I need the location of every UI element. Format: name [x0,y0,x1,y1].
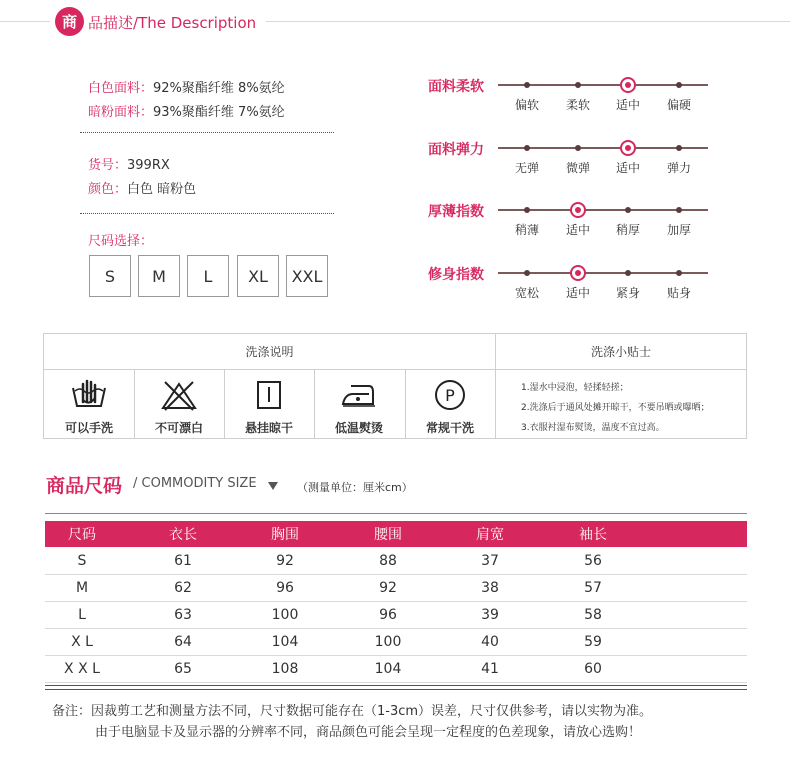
pink-fabric-row [88,101,285,120]
scale-dot [625,270,631,276]
color-value: 白色 暗粉色 [127,182,197,197]
sku-label: 货号： [88,158,128,173]
scale-dot [575,82,581,88]
scale-dot [524,145,530,151]
table-row [45,575,747,602]
scale-label: 柔软 [565,98,590,112]
table-cell: 37 [481,553,499,569]
scale-title: 面料弹力 [428,142,484,158]
low-iron-icon [339,378,379,412]
table-row [45,656,747,683]
table-cell: 61 [174,553,192,569]
svg-text:P: P [445,386,455,405]
scale-title: 修身指数 [428,267,484,283]
scale-label: 弹力 [666,161,691,175]
sku-row [88,154,170,173]
scale-selected-dot [575,270,581,276]
table-cell: M [75,580,89,596]
size-option-l[interactable]: L [187,255,229,297]
table-cell: 65 [174,661,192,677]
table-header-cell: 腰围 [374,527,402,543]
scale-label: 紧身 [615,286,640,300]
scale-dot [676,145,682,151]
table-header-cell: 尺码 [68,527,96,543]
scale-label: 适中 [615,98,640,112]
scale-selected-dot [625,145,631,151]
table-cell: 39 [481,607,499,623]
table-cell: X L [71,634,93,650]
triangle-down-icon [268,482,278,490]
scale-dot [625,207,631,213]
table-cell: 58 [584,607,602,623]
scale-label: 加厚 [666,223,691,237]
table-cell: 92 [276,553,294,569]
table-header-cell: 衣长 [169,527,197,543]
scale-selected-marker [620,77,636,93]
size-table-header [45,521,747,547]
scale-selected-dot [575,207,581,213]
table-cell: 59 [584,634,602,650]
table-cell: 40 [481,634,499,650]
table-cell: 108 [271,661,299,677]
table-cell: 56 [584,553,602,569]
hand-wash-icon [69,378,109,412]
table-cell: 100 [374,634,402,650]
scale-label: 贴身 [666,286,691,300]
hang-dry-icon [249,378,289,412]
table-cell: 41 [481,661,499,677]
scale-dot [524,270,530,276]
note-line-2: 由于电脑显卡及显示器的分辨率不同，商品颜色可能会呈现一定程度的色差现象，请放心选购！ [95,725,642,740]
size-select-row [88,230,153,249]
measure-unit: （测量单位：厘米cm） [297,481,413,494]
table-cell: 62 [174,580,192,596]
table-header-cell: 袖长 [579,527,607,543]
table-header-cell: 胸围 [271,527,299,543]
sku-value: 399RX [127,158,170,173]
table-cell: 38 [481,580,499,596]
table-cell: L [78,607,86,623]
care-label: 可以手洗 [64,421,113,435]
table-cell: 96 [379,607,397,623]
size-option-m[interactable]: M [138,255,180,297]
white-fabric-row [88,77,285,96]
table-bottom-rule [45,689,747,690]
scale-label: 偏硬 [666,98,691,112]
scale-title: 厚薄指数 [428,204,484,220]
header-rule-left [0,21,50,22]
size-option-s[interactable]: S [89,255,131,297]
size-option-xl[interactable]: XL [237,255,279,297]
care-label: 常规干洗 [425,421,474,435]
care-label: 悬挂晾干 [244,421,293,435]
scale-selected-marker [570,202,586,218]
scale-label: 适中 [565,223,590,237]
care-table [43,333,747,439]
scale-dot [524,207,530,213]
table-cell: 88 [379,553,397,569]
care-label: 不可漂白 [154,421,203,435]
scale-selected-dot [625,82,631,88]
care-tips [521,378,710,438]
care-item-low-iron [314,370,404,438]
scale-title: 面料柔软 [428,79,484,95]
table-cell: 57 [584,580,602,596]
description-title: 品描述/The Description [88,14,257,32]
table-bottom-rule [45,685,747,686]
scale-label: 稍薄 [514,223,539,237]
care-header-instructions: 洗涤说明 [245,345,294,359]
care-tip: 3.衣服衬湿布熨烫，温度不宜过高。 [521,423,665,433]
table-cell: 96 [276,580,294,596]
care-tip: 1.湿水中浸泡，轻揉轻搓； [521,383,629,393]
care-header-tips: 洗涤小贴士 [590,345,651,359]
header-badge: 商 [55,7,84,36]
care-label: 低温熨烫 [334,421,383,435]
table-top-rule [45,513,747,514]
scale-label: 适中 [615,161,640,175]
dotted-divider [80,213,334,214]
scale-dot [676,82,682,88]
dry-clean-icon [430,378,470,412]
care-tip: 2.洗涤后于通风处摊开晾干，不要吊晒或曝晒； [521,403,710,413]
scale-selected-marker [570,265,586,281]
scale-dot [575,145,581,151]
table-header-cell: 肩宽 [476,527,504,543]
white-fabric-value: 92%聚酯纤维 8%氨纶 [153,81,285,96]
care-item-dry-clean [405,370,495,438]
care-divider [495,334,496,438]
table-row [45,629,747,656]
table-cell: 60 [584,661,602,677]
scale-label: 宽松 [514,286,539,300]
care-item-hang-dry [224,370,314,438]
table-cell: 104 [374,661,402,677]
size-select-label: 尺码选择： [88,234,154,249]
scale-label: 无弹 [514,161,539,175]
scale-label: 适中 [565,286,590,300]
pink-fabric-value: 93%聚酯纤维 7%氨纶 [153,105,285,120]
table-row [45,548,747,575]
note-line-1: 备注：因裁剪工艺和测量方法不同，尺寸数据可能存在（1-3cm）误差，尺寸仅供参考，请以实物为准。 [52,704,653,719]
size-section-title: 商品尺码 [46,475,123,497]
table-row [45,602,747,629]
no-bleach-icon [159,378,199,412]
color-row [88,178,196,197]
white-fabric-label: 白色面料： [88,81,154,96]
size-section-subtitle: / COMMODITY SIZE [133,476,257,491]
table-cell: 100 [271,607,299,623]
scale-dot [524,82,530,88]
table-cell: 104 [271,634,299,650]
scale-label: 偏软 [514,98,539,112]
pink-fabric-label: 暗粉面料： [88,105,154,120]
care-item-hand-wash [44,370,134,438]
scale-label: 稍厚 [615,223,640,237]
header-rule-right [266,21,790,22]
table-cell: X X L [64,661,100,677]
table-cell: 92 [379,580,397,596]
scale-dot [676,270,682,276]
table-cell: 64 [174,634,192,650]
table-cell: 63 [174,607,192,623]
scale-dot [676,207,682,213]
color-label: 颜色： [88,182,128,197]
scale-label: 微弹 [565,161,590,175]
scale-selected-marker [620,140,636,156]
care-item-no-bleach [134,370,224,438]
size-option-xxl[interactable]: XXL [286,255,328,297]
dotted-divider [80,132,334,133]
table-cell: S [77,553,87,569]
